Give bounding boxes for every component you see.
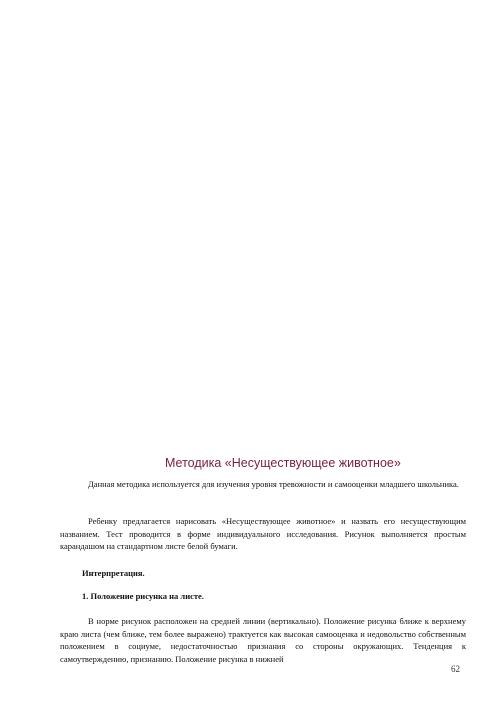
document-title: Методика «Несуществующее животное» [165,456,401,470]
instruction-paragraph: Ребенку предлагается нарисовать «Несуществующее животное» и назвать его несуществующим названием. Тест проводится в форме индивидуального исследования. Рисунок выполняется простым карандашом на стандартном листе белой бумаги. [60,516,466,552]
page-number: 62 [451,664,460,674]
section-heading: 1. Положение рисунка на листе. [82,591,204,601]
section-paragraph: В норме рисунок расположен на средней линии (вертикально). Положение рисунка ближе к верхнему краю листа (чем ближе, тем более выражено) трактуется как высокая самооценка и недовольство собственным положением в социуме, недостаточностью признания со стороны окружающих. Тенденция к самоутверждению, признанию. Положение рисунка в нижней [60,616,466,664]
interpretation-heading: Интерпретация. [82,568,145,578]
intro-paragraph: Данная методика используется для изучения уровня тревожности и самооценки младшего школьника. [88,479,459,489]
